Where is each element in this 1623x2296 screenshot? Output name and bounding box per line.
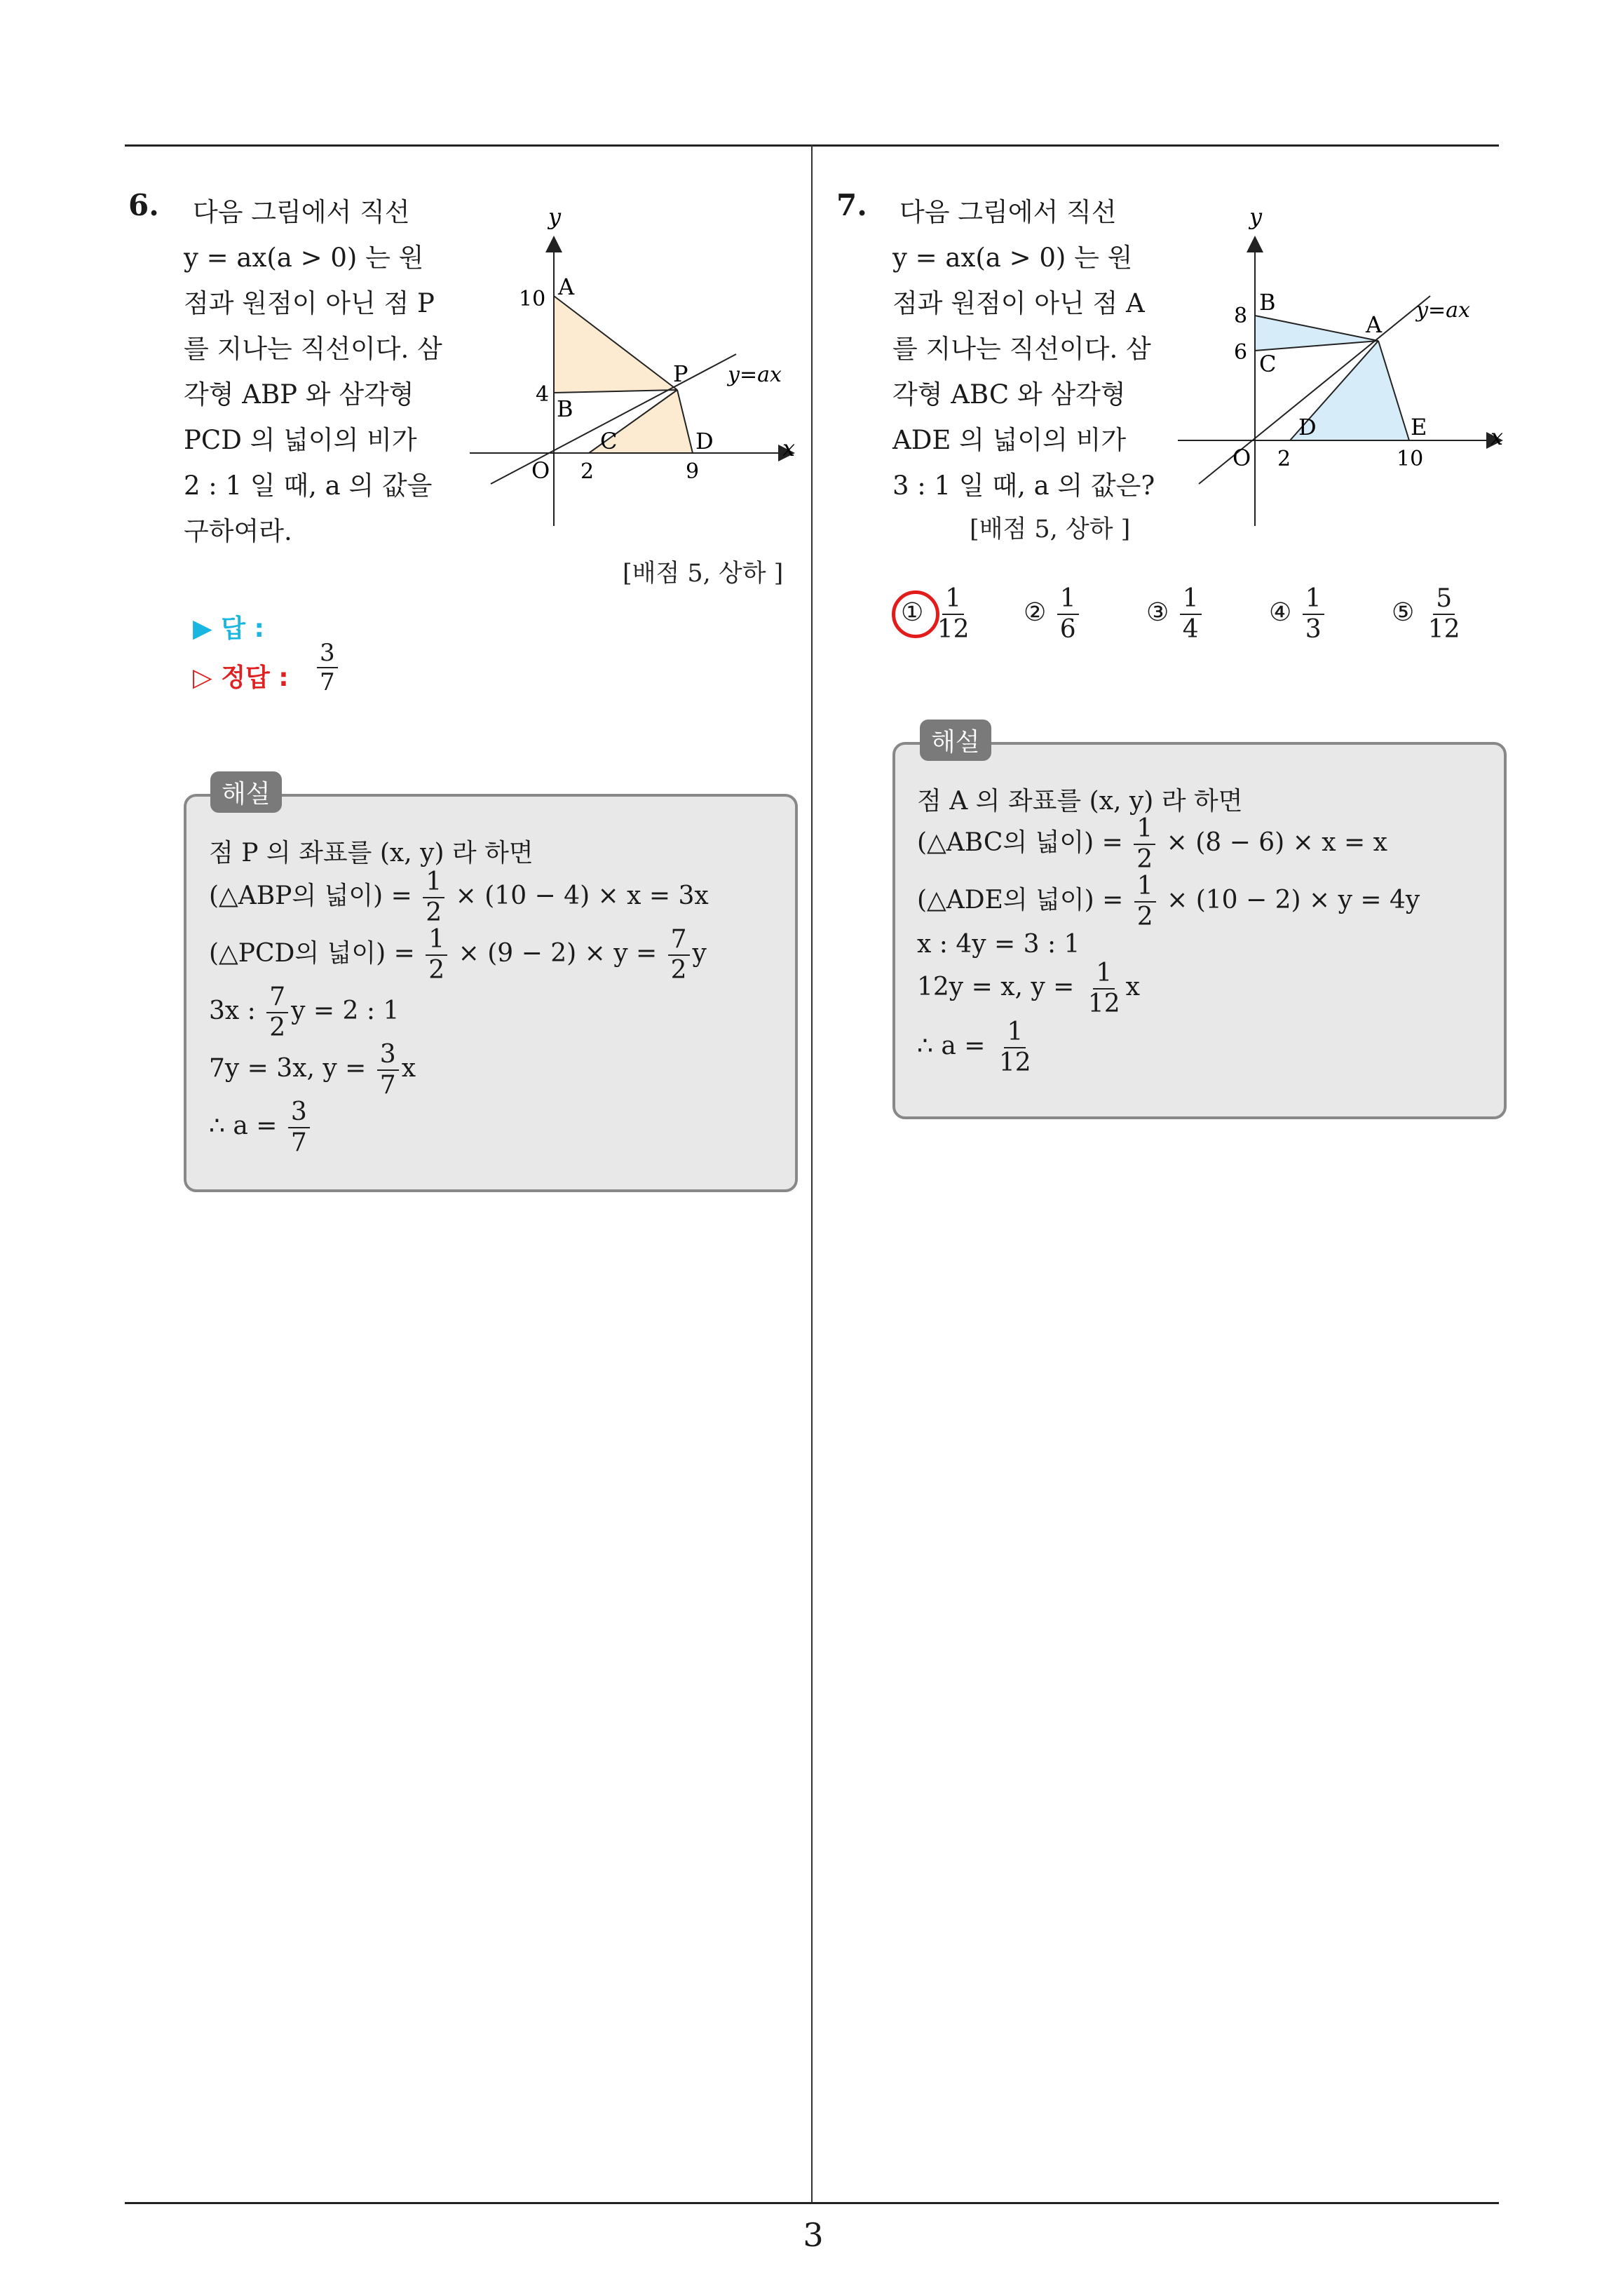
q6-sol-line-2: (△ABP의 넓이) = $\frac{1}{2}$ × (10 − 4) × x = 3x: [209, 867, 709, 927]
bottom-rule: [125, 2202, 1499, 2204]
q6-tick-4: 4: [536, 382, 550, 407]
q7-tick-10: 10: [1397, 447, 1424, 471]
q7-tick-2: 2: [1277, 447, 1291, 471]
q6-tick-10: 10: [519, 287, 546, 311]
q6-text-line: 를 지나는 직선이다. 삼: [184, 334, 442, 364]
q7-label-c: C: [1259, 351, 1277, 377]
question-6-number: 6.: [128, 188, 159, 222]
q6-label-b: B: [557, 396, 573, 422]
q7-solution-tab: 해설: [920, 720, 991, 761]
column-divider: [811, 144, 813, 2202]
question-7-number: 7.: [836, 188, 867, 222]
q6-label-p: P: [673, 360, 688, 387]
q6-tick-2: 2: [580, 459, 595, 484]
q7-choice-5[interactable]: ⑤ $\frac{5}{12}$: [1392, 584, 1460, 644]
q7-tick-8: 8: [1234, 304, 1248, 328]
q7-text-line: 각형 ABC 와 삼각형: [892, 379, 1126, 410]
q6-label-origin: O: [531, 457, 550, 484]
q6-tick-9: 9: [686, 459, 700, 484]
q7-sol-line-5: 12y = x, y = $\frac{1}{12}$ x: [917, 959, 1140, 1018]
q6-label-x: x: [782, 435, 796, 461]
q6-label-d: D: [695, 428, 714, 454]
page-number: 3: [803, 2216, 824, 2254]
q7-choice-4[interactable]: ④ $\frac{1}{3}$: [1269, 586, 1327, 642]
q7-sol-line-6: ∴ a = $\frac{1}{12}$: [917, 1018, 1031, 1077]
q6-correct-label: ▷ 정답 :: [193, 663, 289, 692]
q7-figure: [1178, 203, 1514, 533]
q7-choice-2[interactable]: ② $\frac{1}{6}$: [1024, 586, 1082, 642]
q6-sol-line-5: 7y = 3x, y = $\frac{3}{7}$ x: [209, 1040, 416, 1100]
q7-label-x: x: [1490, 424, 1504, 450]
q7-label-e: E: [1411, 414, 1427, 440]
q6-text-line: PCD 의 넓이의 비가: [184, 425, 417, 455]
q6-text-line: 점과 원점이 아닌 점 P: [184, 288, 435, 318]
q7-meta: [배점 5, 상하 ]: [970, 515, 1131, 543]
q6-text-line: 2 : 1 일 때, a 의 값을: [184, 471, 433, 501]
q6-text-line: 구하여라.: [184, 516, 292, 546]
q6-text-line: 다음 그림에서 직선: [193, 197, 410, 227]
q7-choice-1[interactable]: ① $\frac{1}{12}$: [901, 584, 970, 644]
q7-label-y: y: [1249, 203, 1263, 230]
q6-answer-label: ▶ 답 :: [193, 614, 264, 643]
q6-label-c: C: [600, 428, 618, 454]
q7-tick-6: 6: [1234, 340, 1248, 365]
q7-label-a: A: [1366, 311, 1383, 338]
q6-correct-answer: $\frac{3}{7}$: [314, 641, 341, 694]
q6-sol-line-3: (△PCD의 넓이) = $\frac{1}{2}$ × (9 − 2) × y = $\frac{7}{2}$ y: [209, 925, 707, 985]
q7-choice-3[interactable]: ③ $\frac{1}{4}$: [1146, 586, 1204, 642]
q6-text-line: y = ax(a > 0) 는 원: [184, 243, 424, 273]
q7-text-line: 3 : 1 일 때, a 의 값은?: [892, 471, 1155, 501]
q6-line-label: y=ax: [728, 363, 782, 387]
q7-line-label: y=ax: [1416, 298, 1470, 323]
q7-text-line: 다음 그림에서 직선: [899, 197, 1117, 227]
q6-text-line: 각형 ABP 와 삼각형: [184, 379, 414, 410]
q6-sol-line-4: 3x : $\frac{7}{2}$ y = 2 : 1: [209, 982, 400, 1042]
q7-sol-line-2: (△ABC의 넓이) = $\frac{1}{2}$ × (8 − 6) × x = x: [917, 814, 1387, 874]
q7-text-line: y = ax(a > 0) 는 원: [892, 243, 1133, 273]
q7-sol-line-4: x : 4y = 3 : 1: [917, 930, 1080, 959]
q6-solution-tab: 해설: [210, 771, 282, 813]
q7-label-d: D: [1298, 414, 1317, 440]
q7-text-line: 를 지나는 직선이다. 삼: [892, 334, 1151, 364]
q7-text-line: ADE 의 넓이의 비가: [892, 425, 1127, 455]
q6-label-a: A: [558, 274, 575, 300]
q7-sol-line-1: 점 A 의 좌표를 (x, y) 라 하면: [917, 787, 1243, 816]
q7-label-b: B: [1259, 289, 1276, 316]
q7-sol-line-3: (△ADE의 넓이) = $\frac{1}{2}$ × (10 − 2) × y = 4y: [917, 872, 1420, 931]
q7-text-line: 점과 원점이 아닌 점 A: [892, 288, 1145, 318]
q6-meta: [배점 5, 상하 ]: [623, 560, 784, 588]
q6-sol-line-1: 점 P 의 좌표를 (x, y) 라 하면: [209, 839, 534, 867]
q6-figure: [470, 203, 806, 533]
q7-label-origin: O: [1232, 445, 1251, 471]
q6-sol-line-6: ∴ a = $\frac{3}{7}$: [209, 1100, 313, 1156]
q6-label-y: y: [548, 203, 562, 230]
